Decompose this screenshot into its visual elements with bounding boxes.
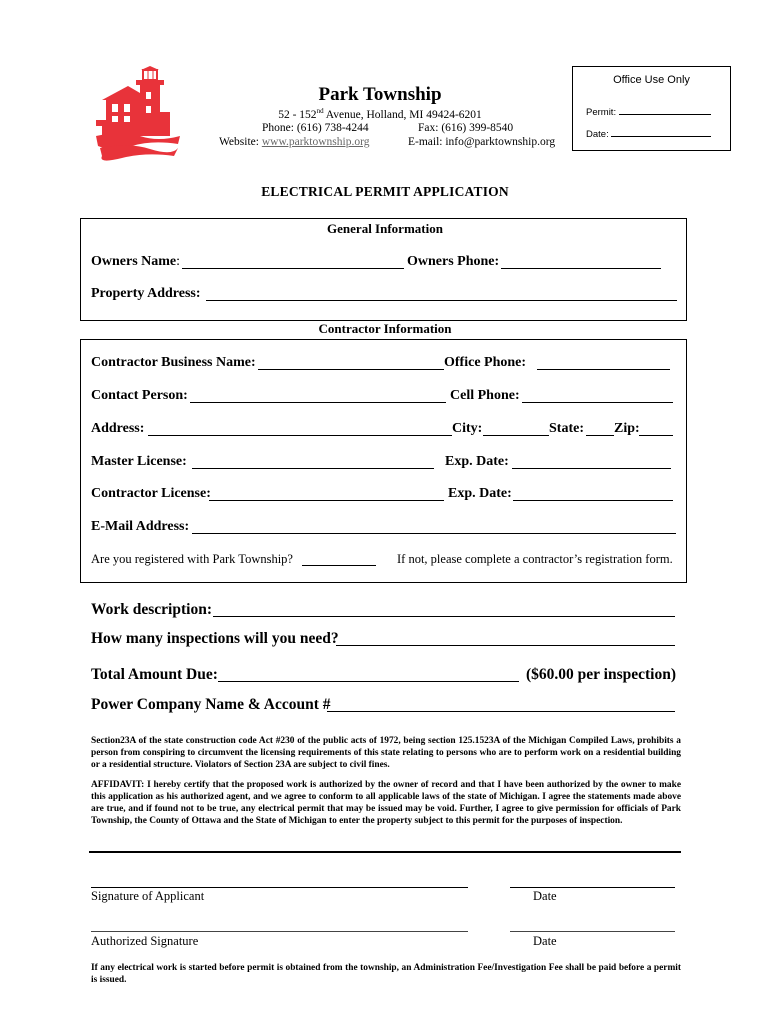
power-company-field[interactable] — [327, 711, 675, 712]
registration-note: If not, please complete a contractor’s registration form. — [397, 552, 673, 566]
property-address-label: Property Address: — [91, 286, 201, 301]
section-23a-text: Section23A of the state construction code Act #230 of the public acts of 1972, being section 125.1523A of the Michigan Compiled Laws, prohibits a person from conspiring to circumvent the licensing requirements of this state relating to persons who are to perform work on a residential building or a residential structure. Violators of Section 23A are subject to civil fines. — [91, 736, 681, 770]
org-address: 52 - 152nd Avenue, Holland, MI 49424-6201 — [278, 107, 482, 121]
contractor-license-field[interactable] — [209, 500, 444, 501]
business-name-field[interactable] — [258, 369, 444, 370]
master-exp-date-label: Exp. Date: — [445, 454, 509, 469]
inspections-field[interactable] — [336, 645, 675, 646]
office-phone-field[interactable] — [537, 369, 670, 370]
power-company-label: Power Company Name & Account # — [91, 696, 331, 713]
contractor-exp-date-label: Exp. Date: — [448, 486, 512, 501]
office-use-title: Office Use Only — [613, 74, 690, 86]
org-phone: Phone: (616) 738-4244 — [262, 122, 369, 134]
email-address-label: E-Mail Address: — [91, 519, 190, 534]
registered-question: Are you registered with Park Township? — [91, 552, 293, 566]
contractor-info-title: Contractor Information — [318, 321, 452, 336]
authorized-signature-field[interactable] — [91, 931, 468, 932]
authorized-date-field[interactable] — [510, 931, 675, 932]
contractor-exp-date-field[interactable] — [513, 500, 673, 501]
applicant-signature-label: Signature of Applicant — [91, 889, 205, 903]
total-due-field[interactable] — [218, 681, 519, 682]
footer-note: If any electrical work is started before permit is obtained from the township, an Administration Fee/Investigation Fee shall be paid before a permit is issued. — [91, 963, 681, 985]
owners-name-label: Owners Name: — [91, 254, 181, 269]
address-field[interactable] — [148, 435, 452, 436]
registered-field[interactable] — [302, 565, 376, 566]
office-use-box — [572, 66, 731, 151]
org-name: Park Township — [318, 84, 442, 105]
business-name-label: Contractor Business Name: — [91, 355, 256, 370]
contact-person-label: Contact Person: — [91, 388, 188, 403]
state-label: State: — [549, 421, 584, 436]
applicant-date-label: Date — [533, 889, 557, 903]
city-label: City: — [452, 421, 483, 436]
office-phone-label: Office Phone: — [444, 355, 527, 370]
owners-name-field[interactable] — [182, 268, 404, 269]
contractor-license-label: Contractor License: — [91, 486, 211, 501]
form-title: ELECTRICAL PERMIT APPLICATION — [261, 184, 509, 199]
website-link[interactable]: www.parktownship.org — [261, 136, 370, 148]
zip-label: Zip: — [614, 421, 640, 436]
inspections-label: How many inspections will you need? — [91, 630, 339, 647]
applicant-date-field[interactable] — [510, 887, 675, 888]
lighthouse-logo — [92, 66, 182, 166]
address-label: Address: — [91, 421, 145, 436]
city-field[interactable] — [483, 435, 549, 436]
office-date-field[interactable] — [611, 127, 711, 137]
org-fax: Fax: (616) 399-8540 — [418, 122, 514, 134]
work-description-field[interactable] — [213, 616, 675, 617]
master-exp-date-field[interactable] — [512, 468, 671, 469]
applicant-signature-field[interactable] — [91, 887, 468, 888]
office-date-row: Date: — [586, 127, 711, 140]
office-permit-row: Permit: — [586, 105, 711, 118]
owners-phone-label: Owners Phone: — [407, 254, 500, 269]
general-info-title: General Information — [327, 221, 443, 236]
master-license-label: Master License: — [91, 454, 187, 469]
work-description-label: Work description: — [91, 601, 212, 618]
contact-person-field[interactable] — [190, 402, 446, 403]
owners-phone-field[interactable] — [501, 268, 661, 269]
per-inspection-note: ($60.00 per inspection) — [526, 666, 676, 683]
zip-field[interactable] — [639, 435, 673, 436]
org-email: E-mail: info@parktownship.org — [408, 136, 556, 148]
office-permit-field[interactable] — [619, 105, 711, 115]
total-due-label: Total Amount Due: — [91, 666, 218, 683]
cell-phone-field[interactable] — [522, 402, 673, 403]
divider — [89, 851, 681, 853]
property-address-field[interactable] — [206, 300, 677, 301]
authorized-date-label: Date — [533, 934, 557, 948]
affidavit-text: AFFIDAVIT: I hereby certify that the proposed work is authorized by the owner of record and that I have been authorized by the owner to make this application as his authorized agent, and we agree to conform to all applicable laws of the state of Michigan. I agree the statements made above are true, and if found not to be true, any electrical permit that may be issued may be void. Further, I agree to give permission for officials of Park Township, the County of Ottawa and the State of Michigan to enter the property subject to this permit for the purposes of inspection. — [91, 780, 681, 826]
master-license-field[interactable] — [192, 468, 434, 469]
authorized-signature-label: Authorized Signature — [91, 934, 199, 948]
email-address-field[interactable] — [192, 533, 676, 534]
cell-phone-label: Cell Phone: — [450, 388, 520, 403]
org-website: Website: www.parktownship.org — [219, 136, 370, 148]
state-field[interactable] — [586, 435, 614, 436]
